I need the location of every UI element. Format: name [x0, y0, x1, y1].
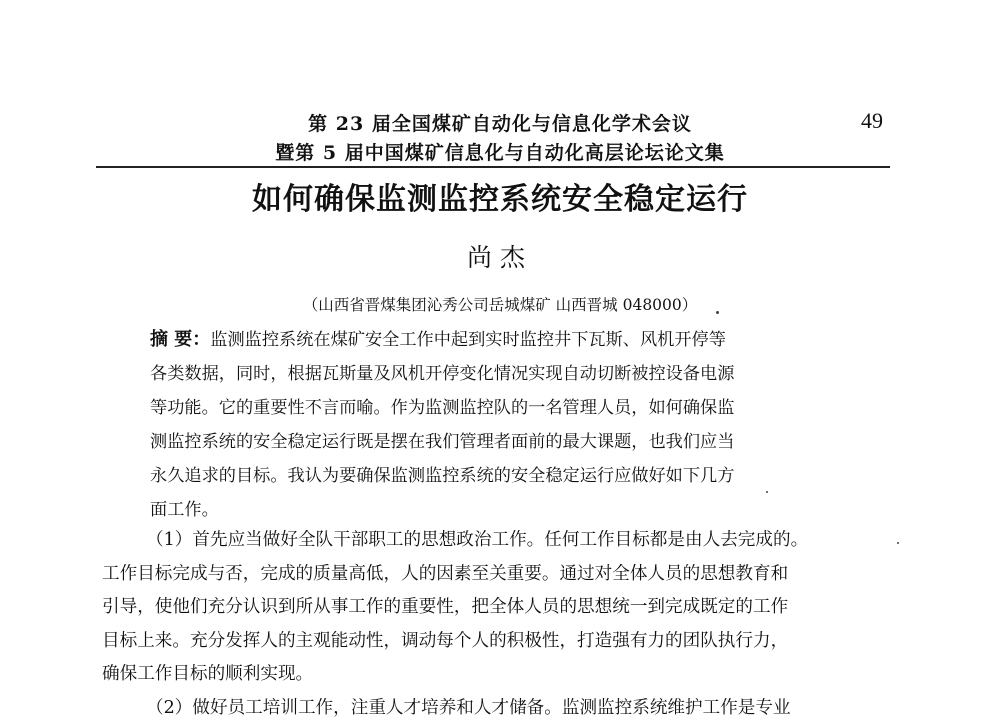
- body-line-6: （2）做好员工培训工作，注重人才培养和人才储备。监测监控系统维护工作是专业: [102, 692, 902, 725]
- abstract: [150, 323, 850, 527]
- abstract-line-6: 面工作。: [150, 493, 850, 527]
- author-name: 尚杰: [0, 238, 1000, 274]
- abstract-line-3: 等功能。它的重要性不言而喻。作为监测监控队的一名管理人员，如何确保监: [150, 391, 850, 425]
- body-line-4: 目标上来。充分发挥人的主观能动性，调动每个人的积极性，打造强有力的团队执行力，: [102, 625, 902, 659]
- body-line-2: 工作目标完成与否，完成的质量高低，人的因素至关重要。通过对全体人员的思想教育和: [102, 558, 902, 592]
- abstract-line-5: 永久追求的目标。我认为要确保监测监控系统的安全稳定运行应做好如下几方: [150, 459, 850, 493]
- body-text: [102, 524, 902, 725]
- page-number: 49: [861, 108, 883, 134]
- abstract-line-2: 各类数据，同时，根据瓦斯量及风机开停变化情况实现自动切断被控设备电源: [150, 357, 850, 391]
- abstract-label: 摘 要：: [150, 329, 210, 350]
- abstract-text-1: 监测监控系统在煤矿安全工作中起到实时监控井下瓦斯、风机开停等: [210, 330, 726, 350]
- body-line-5: 确保工作目标的顺利实现。: [102, 658, 902, 692]
- body-line-1: （1）首先应当做好全队干部职工的思想政治工作。任何工作目标都是由人去完成的。: [102, 524, 902, 558]
- scan-speck: [716, 311, 719, 314]
- paper-title: 如何确保监测监控系统安全稳定运行: [0, 174, 1000, 218]
- scan-speck: [766, 491, 768, 493]
- abstract-line-4: 测监控系统的安全稳定运行既是摆在我们管理者面前的最大课题，也我们应当: [150, 425, 850, 459]
- author-affiliation: （山西省晋煤集团沁秀公司岳城煤矿 山西晋城 048000）: [0, 293, 1000, 315]
- abstract-line-1: [150, 323, 850, 357]
- conference-header-line-2: 暨第 5 届中国煤矿信息化与自动化高层论坛论文集: [0, 138, 1000, 165]
- body-line-3: 引导，使他们充分认识到所从事工作的重要性，把全体人员的思想统一到完成既定的工作: [102, 591, 902, 625]
- header-rule: [96, 166, 890, 168]
- conference-header-line-1: 第 23 届全国煤矿自动化与信息化学术会议: [0, 109, 1000, 136]
- scan-speck: [897, 542, 899, 544]
